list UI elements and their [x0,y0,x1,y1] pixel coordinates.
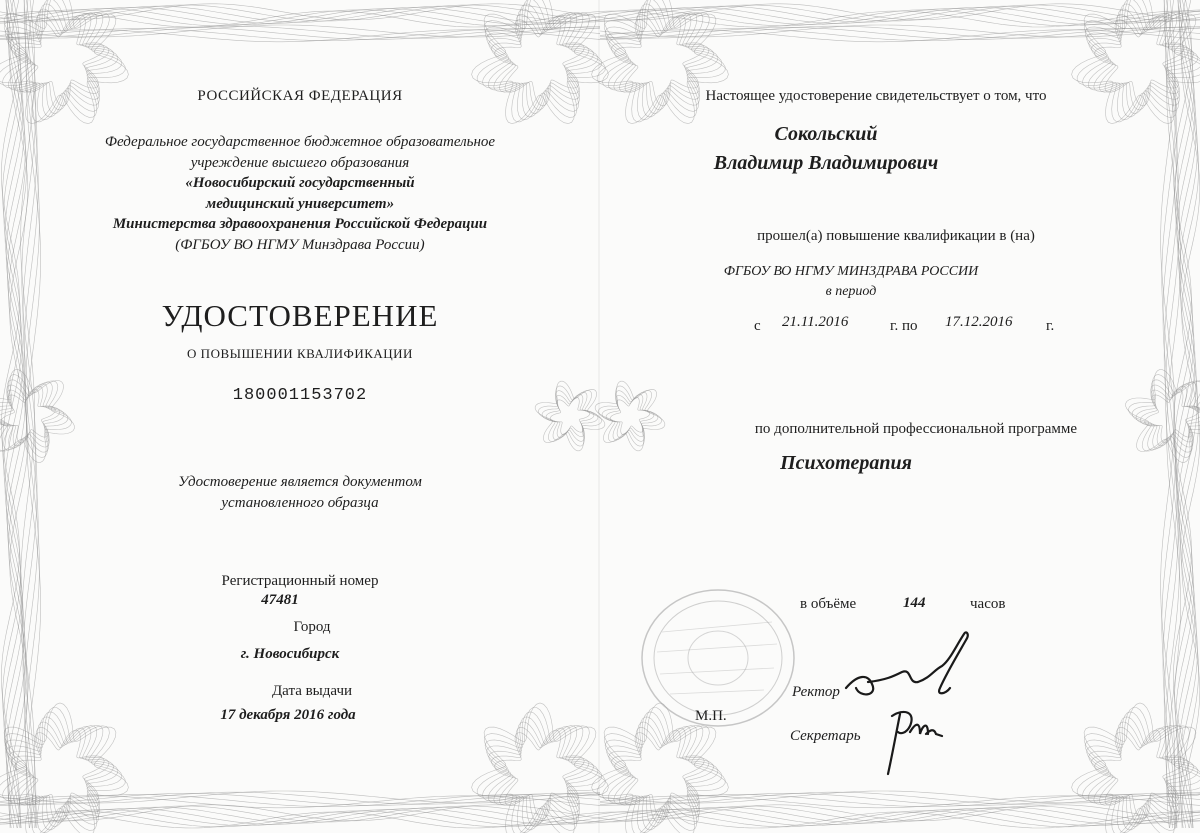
program-label: по дополнительной профессиональной программе [754,421,1078,437]
org-line-1: Федеральное государственное бюджетное образовательное [104,134,496,150]
org-line-5: Министерства здравоохранения Российской Федерации [112,216,488,232]
to-prefix: г. по [890,318,918,334]
rector-label: Ректор [792,684,840,700]
stamp-place-label: М.П. [695,708,727,724]
to-date: 17.12.2016 [945,314,1013,330]
document-number: 180001153702 [232,386,368,405]
org-line-2: учреждение высшего образования [190,155,410,171]
volume-suffix: часов [970,596,1006,612]
secretary-signature [870,700,950,780]
year-suffix: г. [1046,318,1055,334]
org-line-4: медицинский университет» [205,196,395,212]
registration-label: Регистрационный номер [221,573,379,589]
institution-name: ФГБОУ ВО НГМУ МИНЗДРАВА РОССИИ [723,264,979,279]
note-line-2: установленного образца [221,495,379,511]
from-prefix: с [754,318,761,334]
volume-hours: 144 [903,595,926,611]
volume-prefix: в объёме [800,596,857,612]
document-title: УДОСТОВЕРЕНИЕ [161,298,439,333]
registration-number: 47481 [261,592,299,608]
document-subtitle: О ПОВЫШЕНИИ КВАЛИФИКАЦИИ [187,346,413,361]
period-label: в период [825,284,877,299]
rector-signature [838,622,988,712]
secretary-label: Секретарь [790,728,861,744]
country-name: РОССИЙСКАЯ ФЕДЕРАЦИЯ [197,88,403,104]
note-line-1: Удостоверение является документом [178,474,422,490]
issue-date-label: Дата выдачи [271,683,353,699]
city-value: г. Новосибирск [240,646,340,662]
holder-given-names: Владимир Владимирович [713,152,939,174]
program-name: Психотерапия [780,452,912,474]
city-label: Город [293,619,331,635]
holder-surname: Сокольский [774,123,878,145]
org-line-3: «Новосибирский государственный [185,175,415,191]
issue-date-value: 17 декабря 2016 года [220,707,356,723]
from-date: 21.11.2016 [782,314,849,330]
org-line-6: (ФГБОУ ВО НГМУ Минздрава России) [175,237,425,253]
passed-text: прошел(а) повышение квалификации в (на) [757,228,1035,244]
intro-text: Настоящее удостоверение свидетельствует о том, что [705,88,1047,104]
